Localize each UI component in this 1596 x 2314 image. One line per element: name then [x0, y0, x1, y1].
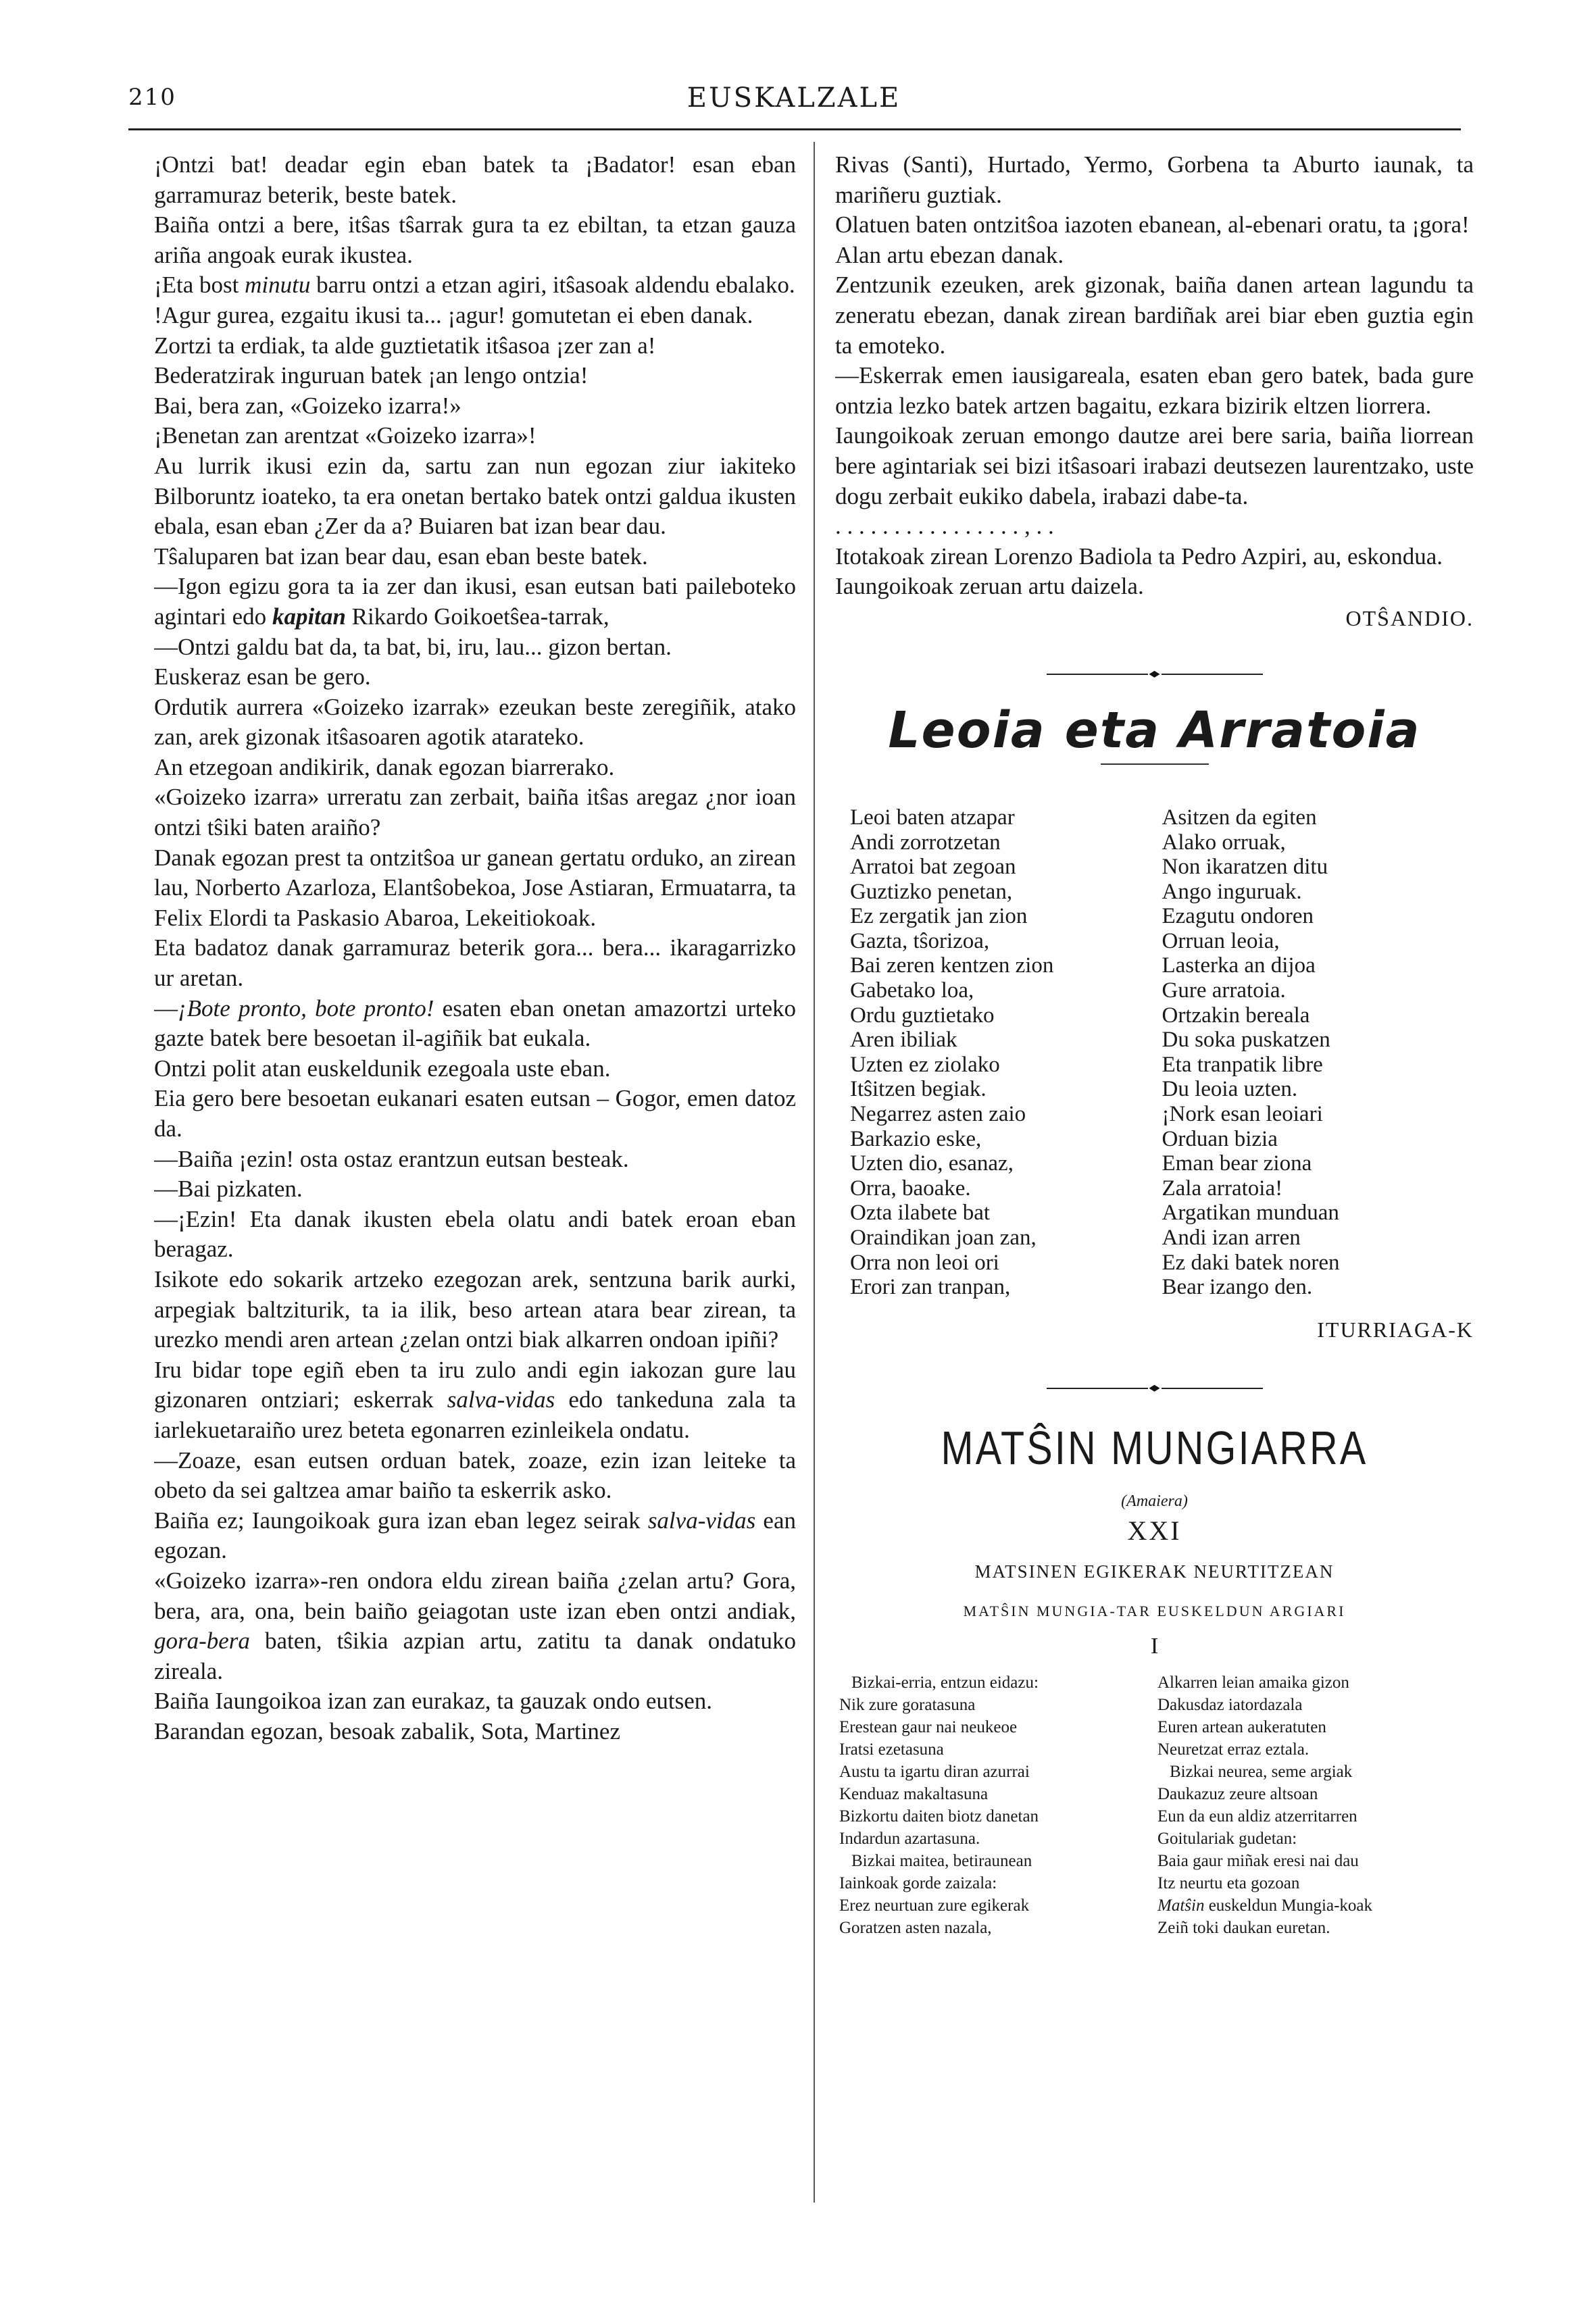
verse-text: Itz neurtu eta gozoan: [1157, 1873, 1300, 1892]
poem: [835, 805, 1474, 1300]
verse-line: Asitzen da egiten: [1162, 805, 1317, 830]
verse-line: Ez daki batek noren: [1162, 1250, 1340, 1275]
ornament-line: [1047, 1388, 1148, 1389]
verse-text: Kenduaz makaltasuna: [839, 1784, 989, 1803]
verse-line: Eta tranpatik libre: [1162, 1052, 1323, 1077]
text-run: —: [154, 995, 178, 1022]
paragraph: [835, 542, 1474, 572]
verse-line: Orra, baoake.: [850, 1176, 971, 1201]
text-run: «Goizeko izarra»-ren ondora eldu zirean baiña ¿zelan artu? Gora, bera, ara, ona, bein baiño geiagotan uste izan eben ontzi andiak,: [154, 1567, 796, 1624]
verse-line: Lasterka an dijoa: [1162, 953, 1316, 978]
part-numeral: I: [1150, 1633, 1159, 1659]
verse-line: Gure arratoia.: [1162, 978, 1286, 1003]
ornament-line: [1162, 1388, 1263, 1389]
running-title: EUSKALZALE: [687, 82, 901, 114]
verse-line: Du soka puskatzen: [1162, 1028, 1330, 1053]
paragraph: [154, 301, 796, 331]
text-run: Eta badatoz danak garramuraz beterik gora... bera... ikaragarrizko ur aretan.: [154, 934, 796, 992]
diamond-icon: [1149, 1385, 1160, 1392]
emphasis-text: gora-bera: [154, 1628, 250, 1655]
paragraph: [835, 421, 1474, 511]
right-paragraphs: [835, 150, 1474, 602]
verse-text: Eun da eun aldiz atzerritarren: [1157, 1807, 1357, 1826]
paragraph: [154, 451, 796, 542]
paragraph: [835, 150, 1474, 210]
emphasis-text: ¡Bote pronto, bote pronto!: [178, 995, 434, 1022]
verse-line: Andi izan arren: [1162, 1226, 1301, 1250]
verse-left-column: [839, 1671, 1151, 1939]
verse-line: Aren ibiliak: [850, 1028, 957, 1053]
verse-line: Ortzakin bereala: [1162, 1003, 1310, 1028]
verse-text: Goratzen asten nazala,: [839, 1918, 992, 1937]
paragraph: [154, 270, 796, 301]
paragraph: [154, 933, 796, 993]
verse-line: Gazta, tŝorizoa,: [850, 928, 990, 953]
verse-line: [1157, 1894, 1470, 1917]
paragraph: [154, 1355, 796, 1446]
text-run: Iru bidar tope egiñ eben ta iru zulo andi egin iakozan gure lau gizonaren ontziari; eskerrak: [154, 1356, 796, 1413]
text-run: Isikote edo sokarik artzeko ezegozan arek, sentzuna barik aurki, arpegiak baltziturik, ta ia ilik, beso artean atara bear zirean, ta urezko mendi aren artean ¿zelan ontzi biak alkarren ondoan ipiñi?: [154, 1265, 796, 1353]
verse-text: Erestean gaur nai neukeoe: [839, 1717, 1018, 1736]
verse-line: [839, 1716, 1151, 1738]
verse-text: Nik zure goratasuna: [839, 1695, 976, 1714]
verse-line: Ez zergatik jan zion: [850, 904, 1028, 929]
verse-line: [839, 1805, 1151, 1828]
text-run: —Baiña ¡ezin! osta ostaz erantzun eutsan besteak.: [154, 1145, 629, 1172]
column-divider: [814, 142, 815, 2203]
dedication-heading: MATŜIN MUNGIA-TAR EUSKELDUN ARGIARI: [963, 1602, 1346, 1619]
verse-line: Alako orruak,: [1162, 830, 1286, 855]
signature-iturriaga: ITURRIAGA-K: [1317, 1317, 1474, 1342]
text-run: «Goizeko izarra» urreratu zan zerbait, baiña itŝas aregaz ¿nor ioan ontzi tŝiki baten araiño?: [154, 784, 796, 841]
verse-line: Eman bear ziona: [1162, 1151, 1312, 1176]
ornament-divider: [835, 668, 1474, 681]
verse-line: Guztizko penetan,: [850, 879, 1013, 904]
text-run: baten, tŝikia azpian artu, zatitu ta danak ondatuko zireala.: [154, 1628, 796, 1684]
text-run: —Ontzi galdu bat da, ta bat, bi, iru, lau... gizon bertan.: [154, 633, 672, 660]
verse-line: [839, 1783, 1151, 1805]
verse-right-column: [1157, 1671, 1470, 1939]
verse-line: Andi zorrotzetan: [850, 830, 1001, 855]
verse-text: Erez neurtuan zure egikerak: [839, 1896, 1030, 1915]
amaiera-note: (Amaiera): [1121, 1492, 1188, 1510]
ornament-line: [1047, 674, 1148, 675]
paragraph: [154, 361, 796, 391]
emphasis-text: kapitan: [272, 603, 346, 630]
verse-line: Orduan bizia: [1162, 1126, 1278, 1151]
verse-line: [1157, 1671, 1470, 1694]
text-run: edo tankeduna zala ta iarlekuetaraiño urez beteta egonarren ezinleikela ondatu.: [154, 1386, 796, 1443]
paragraph: [835, 270, 1474, 361]
paragraph: [154, 1205, 796, 1265]
left-column: [154, 150, 796, 2217]
section-heading: MATSINEN EGIKERAK NEURTITZEAN: [974, 1561, 1335, 1582]
poem-title: Leoia eta Arratoia: [888, 701, 1421, 759]
text-run: esaten eban onetan amazortzi urteko gazte batek bere besoetan il-agiñik bat eukala.: [154, 995, 796, 1052]
paragraph: [835, 210, 1474, 241]
text-run: An etzegoan andikirik, danak egozan biarrerako.: [154, 753, 615, 780]
verse-text: Goitulariak gudetan:: [1157, 1829, 1297, 1848]
verse-line: Orruan leoia,: [1162, 928, 1280, 953]
verse-line: [1157, 1872, 1470, 1894]
text-run: Eia gero bere besoetan eukanari esaten eutsan – Gogor, emen datoz da.: [154, 1085, 796, 1142]
paragraph: [154, 753, 796, 783]
verse-text: Bizkai-erria, entzun eidazu:: [851, 1673, 1039, 1692]
verse-line: Uzten dio, esanaz,: [850, 1151, 1014, 1176]
verse-line: Argatikan munduan: [1162, 1201, 1339, 1226]
paragraph: [154, 662, 796, 693]
emphasis-text: salva-vidas: [447, 1386, 555, 1413]
verse-line: Ezagutu ondoren: [1162, 904, 1314, 929]
verse-text: Matŝin: [1157, 1896, 1205, 1915]
diamond-icon: [1149, 671, 1160, 678]
text-run: Au lurrik ikusi ezin da, sartu zan nun egozan ziur iakiteko Bilboruntz ioateko, ta era onetan bertako batek ontzi galdua ikusten ebala, esan eban ¿Zer da a? Buiaren bat izan bear dau.: [154, 452, 796, 540]
paragraph: [154, 1265, 796, 1355]
text-run: Rikardo Goikoetŝea-tarrak,: [345, 603, 609, 630]
paragraph: [154, 421, 796, 451]
text-run: Baiña ez; Iaungoikoak gura izan eban legez seirak: [154, 1507, 648, 1534]
paragraph: [835, 241, 1474, 271]
verse-text: Bizkai maitea, betiraunean: [851, 1851, 1032, 1870]
verse-line: [839, 1894, 1151, 1917]
paragraph: [154, 782, 796, 842]
paragraph: [154, 1566, 796, 1686]
text-run: !Agur gurea, ezgaitu ikusi ta... ¡agur! gomutetan ei eben danak.: [154, 301, 753, 328]
verse-line: Zala arratoia!: [1162, 1176, 1283, 1201]
text-run: Danak egozan prest ta ontzitŝoa ur ganean gertatu orduko, an zirean lau, Norberto Azarloza, Elantŝobekoa, Jose Astiaran, Ermuatarra, ta Felix Elordi ta Paskasio Abaroa, Lekeitiokoak.: [154, 844, 796, 931]
verse-text: Baia gaur miñak eresi nai dau: [1157, 1851, 1359, 1870]
paragraph: [154, 1717, 796, 1747]
page-number: 210: [128, 84, 176, 111]
text-run: ean egozan.: [154, 1507, 796, 1564]
verse-text: Bizkai neurea, seme argiak: [1170, 1762, 1353, 1781]
text-run: Barandan egozan, besoak zabalik, Sota, Martinez: [154, 1717, 621, 1744]
signature-otsandio: OTŜANDIO.: [1345, 605, 1474, 630]
section-title: MATŜIN MUNGIARRA: [941, 1421, 1368, 1474]
text-run: —Bai pizkaten.: [154, 1176, 303, 1203]
text-run: barru ontzi a etzan agiri, itŝasoak aldendu ebalako.: [310, 272, 795, 299]
verse-line: [839, 1761, 1151, 1783]
paragraph: [154, 150, 796, 210]
ornament-divider: [835, 1382, 1474, 1395]
verse-text: Austu ta igartu diran azurrai: [839, 1762, 1030, 1781]
verse-line: Uzten ez ziolako: [850, 1052, 1000, 1077]
ornament-line: [1162, 674, 1263, 675]
verse-line: Itŝitzen begiak.: [850, 1077, 987, 1102]
verse-text: Euren artean aukeratuten: [1157, 1717, 1326, 1736]
verse-text: Daukazuz zeure altsoan: [1157, 1784, 1318, 1803]
verse-line: Erori zan tranpan,: [850, 1275, 1011, 1300]
verse-line: [839, 1738, 1151, 1761]
verse-line: [1157, 1761, 1470, 1783]
verse-line: Arratoi bat zegoan: [850, 855, 1016, 880]
paragraph: [154, 632, 796, 663]
verse-line: ¡Nork esan leoiari: [1162, 1102, 1323, 1127]
text-run: —Eskerrak emen iausigareala, esaten eban gero batek, bada gure ontzia lezko batek artzen bagaitu, ezkara bizirik eltzen liorrera.: [835, 362, 1474, 419]
paragraph: [154, 210, 796, 270]
verse-line: [1157, 1828, 1470, 1850]
verse-text: Dakusdaz iatordazala: [1157, 1695, 1303, 1714]
text-run: Baiña ontzi a bere, itŝas tŝarrak gura ta ez ebiltan, ta etzan gauza ariña angoak eurak ikustea.: [154, 211, 796, 268]
verse-text: Zeiñ toki daukan euretan.: [1157, 1918, 1330, 1937]
text-run: Itotakoak zirean Lorenzo Badiola ta Pedro Azpiri, au, eskondua.: [835, 543, 1443, 570]
paragraph: [154, 1084, 796, 1144]
verse-line: [1157, 1850, 1470, 1872]
title-rule: [1101, 763, 1209, 765]
verse-line: Negarrez asten zaio: [850, 1102, 1026, 1127]
poem-left-column: [850, 805, 1162, 1300]
verse-line: [839, 1671, 1151, 1694]
verse-line: [839, 1828, 1151, 1850]
text-run: Iaungoikoak zeruan emongo dautze arei bere saria, baiña liorrean bere agintariak sei bizi itŝasoari irabazi deutsezen laurentzako, uste dogu zerbait eukiko dabela, irabazi dabe-ta.: [835, 422, 1474, 509]
text-run: Rivas (Santi), Hurtado, Yermo, Gorbena ta Aburto iaunak, ta mariñeru guztiak.: [835, 151, 1474, 208]
paragraph: [154, 331, 796, 361]
verse-line: Bai zeren kentzen zion: [850, 953, 1054, 978]
text-run: Ontzi polit atan euskeldunik ezegoala uste eban.: [154, 1055, 611, 1082]
paragraph: [154, 843, 796, 934]
verse-text: Indardun azartasuna.: [839, 1829, 980, 1848]
verse-line: [839, 1850, 1151, 1872]
paragraph: [154, 1446, 796, 1506]
verse-text: Iratsi ezetasuna: [839, 1740, 944, 1759]
poem-right-column: [1162, 805, 1474, 1300]
text-run: Olatuen baten ontzitŝoa iazoten ebanean, al-ebenari oratu, ta ¡gora!: [835, 211, 1470, 238]
verse: [835, 1671, 1474, 1939]
paragraph: [154, 1506, 796, 1566]
verse-line: Ordu guztietako: [850, 1003, 995, 1028]
verse-line: Ango inguruak.: [1162, 879, 1302, 904]
verse-line: Gabetako loa,: [850, 978, 974, 1003]
text-run: ¡Ontzi bat! deadar egin eban batek ta ¡Badator! esan eban garramuraz beterik, beste batek.: [154, 151, 796, 208]
text-run: ¡Benetan zan arentzat «Goizeko izarra»!: [154, 422, 537, 449]
verse-line: Bear izango den.: [1162, 1275, 1313, 1300]
verse-line: [839, 1872, 1151, 1894]
verse-line: Orra non leoi ori: [850, 1250, 999, 1275]
verse-line: Ozta ilabete bat: [850, 1201, 991, 1226]
text-run: —¡Ezin! Eta danak ikusten ebela olatu andi batek eroan eban beragaz.: [154, 1205, 796, 1263]
verse-line: [1157, 1716, 1470, 1738]
text-run: Tŝaluparen bat izan bear dau, esan eban beste batek.: [154, 543, 648, 570]
verse-line: Du leoia uzten.: [1162, 1077, 1298, 1102]
text-run: —Zoaze, esan eutsen orduan batek, zoaze, ezin izan leiteke ta obeto da sei galtzea amar baiño ta eskerrik asko.: [154, 1447, 796, 1504]
text-run: Euskeraz esan be gero.: [154, 663, 371, 690]
paragraph: [154, 1686, 796, 1717]
paragraph: [835, 511, 1474, 542]
text-run: Bederatzirak inguruan batek ¡an lengo ontzia!: [154, 362, 589, 389]
verse-line: [1157, 1738, 1470, 1761]
verse-text: Bizkortu daiten biotz danetan: [839, 1807, 1039, 1826]
paragraph: [154, 994, 796, 1054]
right-column: [835, 150, 1474, 2217]
emphasis-text: minutu: [245, 272, 311, 299]
text-run: ¡Eta bost: [154, 272, 245, 299]
verse-line: [1157, 1783, 1470, 1805]
verse-line: Leoi baten atzapar: [850, 805, 1015, 830]
verse-text: euskeldun Mungia-koak: [1204, 1896, 1373, 1915]
text-run: Ordutik aurrera «Goizeko izarrak» ezeukan beste zeregiñik, atako zan, arek gizonak itŝasoaren agotik atarateko.: [154, 693, 796, 751]
text-run: Alan artu ebezan danak.: [835, 241, 1064, 268]
paragraph: [154, 542, 796, 572]
verse-text: Alkarren leian amaika gizon: [1157, 1673, 1349, 1692]
text-run: Iaungoikoak zeruan artu daizela.: [835, 573, 1144, 600]
verse-line: [839, 1917, 1151, 1939]
verse-line: [1157, 1694, 1470, 1716]
verse-text: Iainkoak gorde zaizala:: [839, 1873, 997, 1892]
verse-text: Neuretzat erraz eztala.: [1157, 1740, 1310, 1759]
paragraph: [154, 391, 796, 422]
text-run: Baiña Iaungoikoa izan zan eurakaz, ta gauzak ondo eutsen.: [154, 1688, 713, 1715]
paragraph: [154, 1054, 796, 1084]
verse-line: [1157, 1917, 1470, 1939]
verse-line: Barkazio eske,: [850, 1126, 982, 1151]
paragraph: [154, 693, 796, 753]
chapter-number: XXI: [1127, 1515, 1182, 1546]
page-header: [128, 80, 1460, 120]
text-run: —Igon egizu gora ta ia zer dan ikusi, esan eutsan bati paileboteko agintari edo: [154, 573, 796, 630]
header-rule: [128, 128, 1461, 130]
text-run: Zentzunik ezeuken, arek gizonak, baiña danen artean lagundu ta zeneratu ebezan, danak zirean bardiñak arei biar eben guztia egin ta emoteko.: [835, 272, 1474, 359]
paragraph: [154, 1174, 796, 1205]
text-run: Bai, bera zan, «Goizeko izarra!»: [154, 392, 462, 419]
verse-line: [839, 1694, 1151, 1716]
paragraph: [835, 361, 1474, 421]
emphasis-text: salva-vidas: [647, 1507, 756, 1534]
verse-line: Non ikaratzen ditu: [1162, 855, 1328, 880]
paragraph: [154, 572, 796, 632]
paragraph: [154, 1145, 796, 1175]
text-run: . . . . . . . . . . . . . . . . , . .: [835, 513, 1054, 540]
verse-line: Oraindikan joan zan,: [850, 1226, 1037, 1250]
text-run: Zortzi ta erdiak, ta alde guztietatik itŝasoa ¡zer zan a!: [154, 332, 656, 359]
verse-line: [1157, 1805, 1470, 1828]
paragraph: [835, 572, 1474, 602]
